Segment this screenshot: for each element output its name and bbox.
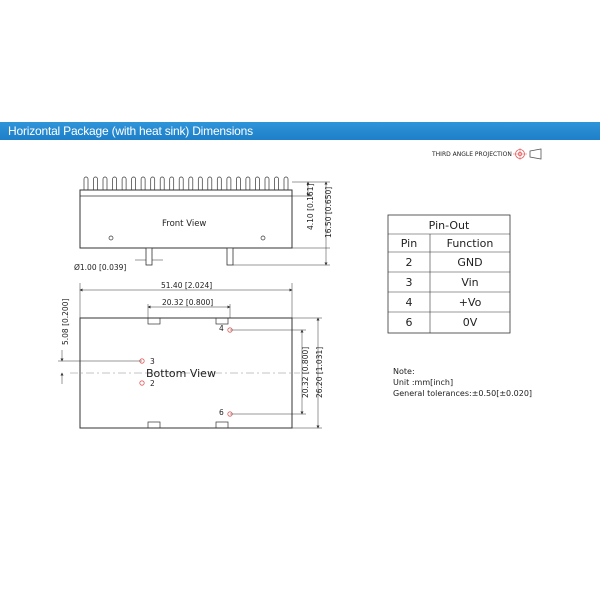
dim-pin-span: 20.32 [0.800] [162, 298, 214, 307]
note-tolerance: General tolerances:±0.50[±0.020] [393, 389, 533, 398]
dim-width: 51.40 [2.024] [161, 281, 213, 290]
dim-height-total: 16.50 [0.650] [324, 186, 333, 238]
dim-left-offset: 5.08 [0.200] [61, 298, 70, 345]
pinout-header-function: Function [446, 237, 494, 250]
table-row-pin: 2 [405, 256, 413, 269]
projection-label: THIRD ANGLE PROJECTION [432, 151, 512, 158]
table-row-pin: 6 [405, 316, 413, 329]
front-view-label: Front View [162, 219, 207, 229]
heat-sink-fin [246, 177, 250, 191]
heat-sink-fin [227, 177, 231, 191]
heat-sink-fin [113, 177, 117, 191]
bottom-view [58, 281, 324, 428]
heat-sink-fin [170, 177, 174, 191]
pin-4-label: 4 [219, 324, 224, 333]
table-row-function: +Vo [458, 296, 482, 309]
note-unit: Unit :mm[inch] [393, 378, 454, 387]
heat-sink-fin [265, 177, 269, 191]
table-row-pin: 3 [405, 276, 413, 289]
third-angle-projection-icon [513, 148, 541, 160]
heat-sink-fin [103, 177, 107, 191]
note-title: Note: [393, 367, 415, 376]
dim-pin-diameter: Ø1.00 [0.039] [74, 263, 127, 272]
table-row-function: Vin [461, 276, 479, 289]
heat-sink-fin [217, 177, 221, 191]
pinout-header-pin: Pin [400, 237, 418, 250]
pinout-title: Pin-Out [428, 219, 470, 232]
bottom-view-label: Bottom View [146, 367, 216, 380]
heat-sink-fin [141, 177, 145, 191]
heat-sink-fin [284, 177, 288, 191]
heat-sink-fin [132, 177, 136, 191]
pinout-table [388, 215, 510, 333]
dim-right-outer: 26.20 [1.031] [315, 346, 324, 398]
heat-sink-fin [208, 177, 212, 191]
dim-right-inner: 20.32 [0.800] [301, 346, 310, 398]
table-row-function: 0V [462, 316, 478, 329]
page-title: Horizontal Package (with heat sink) Dimensions [8, 124, 253, 138]
table-row-pin: 4 [405, 296, 413, 309]
heat-sink-fin [275, 177, 279, 191]
heat-sink-fin [160, 177, 164, 191]
heat-sink-fin [84, 177, 88, 191]
heat-sink-fin [236, 177, 240, 191]
heat-sink-fin [122, 177, 126, 191]
heat-sink-fin [151, 177, 155, 191]
heat-sink-fin [255, 177, 259, 191]
heat-sink-fin [189, 177, 193, 191]
pin-6-label: 6 [219, 408, 224, 417]
front-view [74, 177, 333, 272]
heat-sink-fin [179, 177, 183, 191]
heat-sink-fin [198, 177, 202, 191]
pin-3-label: 3 [150, 357, 155, 366]
note-block [393, 367, 532, 398]
table-row-function: GND [457, 256, 483, 269]
heat-sink-fins [84, 177, 288, 191]
heat-sink-fin [94, 177, 98, 191]
dim-height-small: 4.10 [0.161] [306, 183, 315, 230]
pin-2-label: 2 [150, 379, 155, 388]
